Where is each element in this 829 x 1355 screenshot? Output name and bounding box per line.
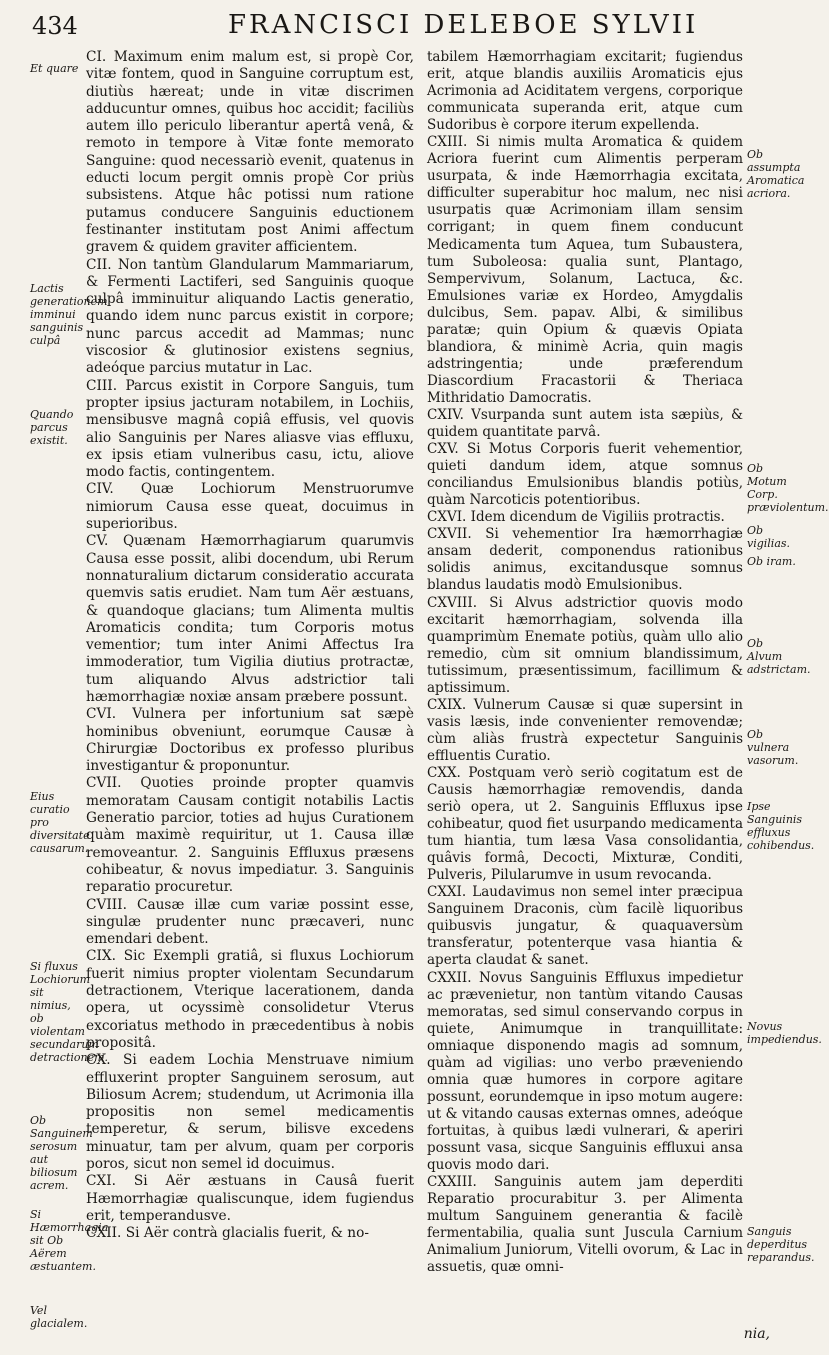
paragraph-119: CXIX. Vulnerum Causæ si quæ supersint in vasis læsis, inde convenienter removendæ; cùm aliàs frustrà expectetur Sanguinis effluentis Curatio. — [427, 696, 743, 764]
catchword: nia, — [743, 1326, 770, 1342]
paragraph-115: CXV. Si Motus Corporis fuerit vehementior, quieti dandum idem, atque somnus conciliandus Emulsionibus blandis potiùs, quàm Narcoticis potentioribus. — [427, 441, 743, 509]
paragraph-101: CI. Maximum enim malum est, si propè Cor, vitæ fontem, quod in Sanguine corruptum est, diutiùs hæreat; unde in vitæ discrimen adducuntur omnes, quibus hoc accidit; faciliùs autem illo periculo liberantur apertâ venâ, & remoto in tempore à Vitæ fonte memorato Sanguine: quod necessariò evenit, quatenus in educti locum pergit omnis propè Cor priùs subsistens. Atque hâc potissi num ratione putamus conducere Sanguinis eductionem festinanter institutam post Animi affectum gravem & quidem graviter afficientem. — [86, 49, 414, 256]
paragraph-103: CIII. Parcus existit in Corpore Sanguis, tum propter ipsius jacturam notabilem, in Lochiis, mensibusve magnâ copiâ effusis, vel quovis alio Sanguinis per Nares aliasve vias effluxu, ex ipsis etiam vulneribus casu, ictu, aliove modo factis, contingentem. — [86, 377, 414, 481]
margin-note-left: Si Hæmorrhagia sit Ob Aërem æstuantem. — [30, 1208, 109, 1273]
margin-note-left: Vel glacialem. — [30, 1304, 88, 1330]
margin-note-right: Ob Alvum adstrictam. — [747, 637, 811, 676]
margin-note-right: Ob Motum Corp. præviolentum. — [747, 462, 829, 514]
margin-note-right: Sanguis deperditus reparandus. — [747, 1225, 815, 1264]
paragraph-108: CVIII. Causæ illæ cum variæ possint esse, singulæ prudenter nunc præcaveri, nunc emendari debent. — [86, 896, 414, 948]
paragraph-105: CV. Quænam Hæmorrhagiarum quarumvis Causa esse possit, alibi docendum, ubi Rerum nonnaturalium dictarum consideratio accurata quemvis satis erudiet. Nam tum Aër æstuans, & quandoque glacians; tum Alimenta multis Aromaticis condita; tum Corporis motus vementior; tum inter Animi Affectus Ira immoderatior, tum Vigilia diutius protractæ, tum aliquando Alvus adstrictior tali hæmorrhagiæ noxiæ ansam præbere possunt. — [86, 533, 414, 705]
paragraph-111: CXI. Si Aër æstuans in Causâ fuerit Hæmorrhagiæ qualiscunque, idem fugiendus erit, temperandusve. — [86, 1173, 414, 1224]
margin-note-right: Novus impediendus. — [747, 1020, 822, 1046]
margin-note-left: Quando parcus existit. — [30, 408, 74, 447]
margin-note-left: Ob Sanguinem serosum aut biliosum acrem. — [30, 1114, 93, 1192]
paragraph-123: CXXIII. Sanguinis autem jam deperditi Reparatio procurabitur 3. per Alimenta multum Sanguinem generantia & facilè fermentabilia, qualia sunt Juscula Carnium Animalium Juniorum, Vitelli ovorum, & Lac in assuetis, quæ omni- — [427, 1174, 743, 1276]
margin-note-left: Si fluxus Lochiorum sit nimius, ob violentam secundarum detractionem. — [30, 960, 109, 1064]
paragraph-121: CXXI. Laudavimus non semel inter præcipua Sanguinem Draconis, cùm facilè liquoribus quibusvis jungatur, & quaquaversùm transferatur, potenterque vasa hiantia & aperta claudat & sanet. — [427, 884, 743, 969]
paragraph-109: CIX. Sic Exempli gratiâ, si fluxus Lochiorum fuerit nimius propter violentam Secundarum detractionem, Vterique lacerationem, danda opera, ut ocyssimè consolidetur Vterus excoriatus methodo in præcedentibus à nobis propositâ. — [86, 948, 414, 1051]
paragraph-107: CVII. Quoties proinde propter quamvis memoratam Causam contigit notabilis Lactis Generatio parcior, toties ad hujus Curationem quàm maximè requiritur, ut 1. Causa illæ removeantur. 2. Sanguinis Effluxus præsens cohibeatur, & novus impediatur. 3. Sanguinis reparatio procuretur. — [86, 775, 414, 896]
page-number: 434 — [32, 12, 78, 40]
margin-note-left: Eius curatio pro diversitate causarum. — [30, 790, 90, 855]
paragraph-118: CXVIII. Si Alvus adstrictior quovis modo excitarit hæmorrhagiam, solvenda illa quamprimùm Enemate potiùs, quàm ullo alio remedio, cùm sit omnium blandissimum, tutissimum, præsentissimum, facillimum & aptissimum. — [427, 594, 743, 696]
paragraph-122: CXXII. Novus Sanguinis Effluxus impedietur ac prævenietur, non tantùm vitando Causas memoratas, sed simul conservando corpus in quiete, Animumque in tranquillitate: omniaque disponendo magis ad somnum, quàm ad vigilias: uno verbo præveniendo omnia quæ humores in corpore agitare possunt, eorundemque in ipso motum augere: ut & vitando causas externas omnes, adeóque fortuitas, à quibus lædi vulnerari, & aperiri possunt vasa, sicque Sanguinis effluxui ansa quovis modo dari. — [427, 969, 743, 1174]
right-text-column — [427, 49, 743, 1276]
margin-note-right: Ob assumpta Aromatica acriora. — [747, 148, 805, 200]
margin-note-right: Ob vigilias. — [747, 524, 791, 550]
margin-note-left: Lactis generationem imminui sanguinis culpâ — [30, 282, 108, 347]
paragraph-116: CXVI. Idem dicendum de Vigiliis protractis. — [427, 509, 725, 526]
paragraph-106: CVI. Vulnera per infortunium sat sæpè hominibus obveniunt, eorumque Causæ à Chirurgiæ Doctoribus ex professo pluribus investigantur & proponuntur. — [86, 706, 414, 775]
margin-note-right: Ob vulnera vasorum. — [747, 728, 799, 767]
left-text-column — [86, 49, 414, 1242]
paragraph-110: CX. Si eadem Lochia Menstruave nimium effluxerint propter Sanguinem serosum, aut Biliosum Acrem; studendum, ut Acrimonia illa propositis non semel medicamentis temperetur, & serum, bilisve excedens minuatur, tam per alvum, quam per corporis poros, sicut non semel id docuimus. — [86, 1052, 414, 1172]
paragraph-102: CII. Non tantùm Glandularum Mammariarum, & Fermenti Lactiferi, sed Sanguinis quoque culpâ imminuitur aliquando Lactis generatio, quando idem nunc parcus existit in corpore; nunc parcus accedit ad Mammas; nunc viscosior & glutinosior existens segnius, adeóque parcius mutatur in Lac. — [86, 256, 414, 377]
paragraph-113: CXIII. Si nimis multa Aromatica & quidem Acriora fuerint cum Alimentis perperam usurpata, & inde Hæmorrhagia excitata, difficulter superabitur hoc malum, nec nisi usurpatis quæ Acrimoniam illam sensim corrigant; in quem finem conducunt Medicamenta tum Aquea, tum Subaustera, tum Suboleosa: qualia sunt, Plantago, Sempervivum, Solanum, Lactuca, &c. Emulsiones variæ ex Hordeo, Amygdalis dulcibus, Sem. papav. Albi, & similibus paratæ; quin Opium & quævis Opiata blandiora, & minimè Acria, quin magis adstringentia; unde præferendum Diascordium Fracastorii & Theriaca Mithridatio Damocratis. — [427, 134, 743, 406]
paragraph-112: CXII. Si Aër contrà glacialis fuerit, & no- — [86, 1225, 369, 1242]
margin-note-right: Ob iram. — [747, 555, 796, 568]
paragraph-114: CXIV. Vsurpanda sunt autem ista sæpiùs, & quidem quantitate parvâ. — [427, 406, 743, 441]
margin-note-left: Et quare — [30, 62, 79, 75]
running-title: FRANCISCI DELEBOE SYLVII — [228, 10, 699, 40]
margin-note-right: Ipse Sanguinis effluxus cohibendus. — [747, 800, 815, 852]
paragraph-117: CXVII. Si vehementior Ira hæmorrhagiæ ansam dederit, componendus rationibus solidis animus, excitandusque somnus blandus laudatis modò Emulsionibus. — [427, 526, 743, 594]
paragraph-112-cont: tabilem Hæmorrhagiam excitarit; fugiendus erit, atque blandis auxiliis Aromaticis ejus Acrimonia ad Aciditatem vergens, corporique communicata superanda erit, atque cum Sudoribus è corpore iterum expellenda. — [427, 49, 743, 134]
paragraph-120: CXX. Postquam verò seriò cogitatum est de Causis hæmorrhagiæ removendis, danda seriò opera, ut 2. Sanguinis Effluxus ipse cohibeatur, quod fiet usurpando medicamenta tum hiantia, tum læsa Vasa consolidantia, quâvis formâ, Decocti, Mixturæ, Conditi, Pulveris, Pilularumve in usum revocanda. — [427, 764, 743, 884]
paragraph-104: CIV. Quæ Lochiorum Menstruorumve nimiorum Causa esse queat, docuimus in superioribus. — [86, 481, 414, 533]
